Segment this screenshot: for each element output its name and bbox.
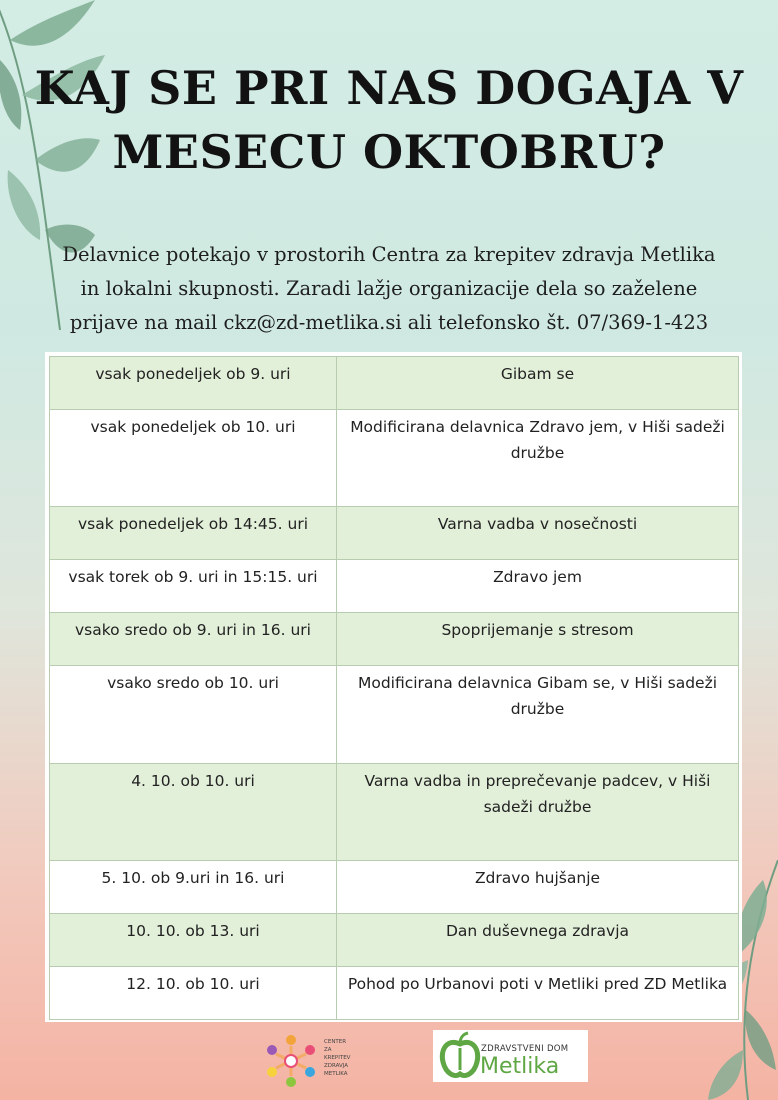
table-row [50,666,739,763]
zd-metlika-logo [433,1030,588,1082]
table-row [50,914,739,967]
intro-line: prijave na mail ckz@zd-metlika.si ali telefonsko št. 07/369-1-423 [69,311,709,334]
schedule-activity: Modificirana delavnica Gibam se, v Hiši sadeži družbe [337,666,739,763]
schedule-activity: Zdravo hujšanje [337,861,739,914]
table-row [50,409,739,506]
table-row [50,357,739,410]
page-title [0,56,778,184]
intro-line: in lokalni skupnosti. Zaradi lažje organizacije dela so zaželene [80,277,698,300]
ckz-logo [262,1032,362,1090]
schedule-time: vsak ponedeljek ob 9. uri [50,357,337,410]
apple-logo-icon [437,1030,483,1082]
schedule-time: 12. 10. ob 10. uri [50,966,337,1019]
ckz-logo-line: METLIKA [324,1071,348,1077]
table-row [50,763,739,860]
title-line: MESECU OKTOBRU? [112,125,666,179]
schedule-activity: Spoprijemanje s stresom [337,613,739,666]
schedule-activity: Zdravo jem [337,560,739,613]
ckz-logo-line: CENTER [324,1039,347,1045]
schedule-time: 5. 10. ob 9.uri in 16. uri [50,861,337,914]
ckz-logo-icon [262,1032,320,1090]
table-row [50,507,739,560]
schedule-time: vsak ponedeljek ob 14:45. uri [50,507,337,560]
title-line: KAJ SE PRI NAS DOGAJA V [34,61,744,115]
table-row [50,560,739,613]
ckz-logo-line: ZDRAVJA [324,1063,349,1069]
zd-logo-name: Metlika [480,1054,560,1079]
schedule-activity: Varna vadba in preprečevanje padcev, v Hiši sadeži družbe [337,763,739,860]
schedule-activity: Dan duševnega zdravja [337,914,739,967]
intro-line: Delavnice potekajo v prostorih Centra za krepitev zdravja Metlika [62,243,716,266]
ckz-logo-line: KREPITEV [324,1055,351,1061]
table-row [50,613,739,666]
schedule-time: 4. 10. ob 10. uri [50,763,337,860]
schedule-time: 10. 10. ob 13. uri [50,914,337,967]
table-row [50,861,739,914]
table-row [50,966,739,1019]
intro-text [0,238,778,340]
ckz-logo-line: ZA [324,1047,332,1053]
schedule-table-container [45,352,742,1022]
schedule-time: vsako sredo ob 9. uri in 16. uri [50,613,337,666]
schedule-activity: Modificirana delavnica Zdravo jem, v Hiši sadeži družbe [337,409,739,506]
schedule-time: vsak torek ob 9. uri in 15:15. uri [50,560,337,613]
ckz-logo-text [324,1038,350,1078]
schedule-activity: Gibam se [337,357,739,410]
schedule-activity: Pohod po Urbanovi poti v Metliki pred ZD Metlika [337,966,739,1019]
schedule-activity: Varna vadba v nosečnosti [337,507,739,560]
zd-logo-top-text: ZDRAVSTVENI DOM [481,1044,569,1054]
schedule-table [49,356,739,1020]
schedule-time: vsako sredo ob 10. uri [50,666,337,763]
schedule-time: vsak ponedeljek ob 10. uri [50,409,337,506]
